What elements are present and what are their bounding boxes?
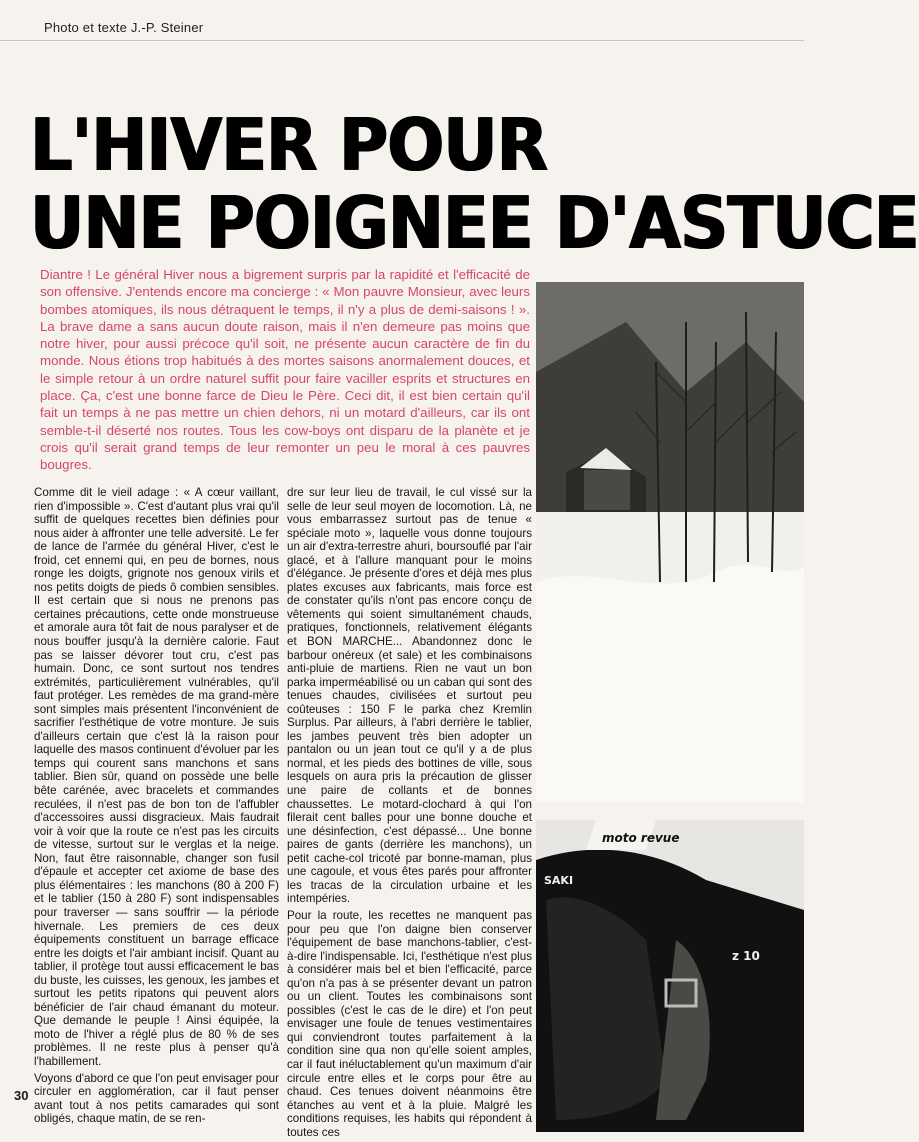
article-title (30, 103, 919, 265)
title-line-1: L'HIVER POUR (30, 103, 548, 187)
body-column-1 (34, 486, 279, 1129)
body-column-2 (287, 486, 532, 1142)
z10-label: z 10 (732, 949, 760, 963)
body-paragraph: dre sur leur lieu de travail, le cul vissé sur la selle de leur seul moyen de locomotion. Là, ne vous embarrassez surtout pas de tenue « spéciale moto », laquelle vous donne toujours un air d'extra-terrestre ahuri, boursouflé par l'air glacé, et à l'allure manquant pour le moins d'élégance. Je présente d'ores et déjà mes plus plates excuses aux fabricants, mais force est de constater qu'ils n'ont pas encore conçu de vêtements qui soient simultanément chauds, pratiques, fonctionnels, relativement élégants et BON MARCHE... Abandonnez donc le barbour onéreux (et sale) et les combinaisons anti-pluie de martiens. Rien ne vaut un bon parka imperméabilisé ou un caban qui sont des tenues chaudes, civilisées et surtout peu coûteuses : 150 F le parka chez Kremlin Surplus. Par ailleurs, à l'abri derrière le tablier, les jambes peuvent très bien adopter un pantalon ou un jean tout ce qu'il y a de plus normal, et les pieds des bottines de ville, sous lesquels on aura pris la précaution de glisser une paire de collants et de bonnes chaussettes. Le motard-clochard à qui l'on filerait cent balles pour une bonne douche et une désinfection, c'est dépassé... Une bonne paires de gants (derrière les manchons), un petit cache-col tricoté par bonne-maman, plus une cagoule, et vous êtes parés pour affronter les tracas de la circulation urbaine et les intempéries. (287, 486, 532, 906)
header-rule (0, 40, 804, 41)
snow-landscape-illustration (536, 282, 804, 802)
body-paragraph: Voyons d'abord ce que l'on peut envisager pour circuler en agglomération, car il faut penser avant tout à nos petits camarades qui sont obligés, chaque matin, de se ren- (34, 1071, 279, 1126)
saki-label: SAKI (544, 874, 574, 887)
title-line-2: UNE POIGNEE D'ASTUCE (30, 181, 919, 265)
motorcycle-photo (536, 820, 804, 1132)
body-paragraph: Pour la route, les recettes ne manquent pas pour peu que l'on daigne bien conserver l'équipement de base manchons-tablier, c'est-à-dire l'indispensable. Ici, l'esthétique n'est plus à considérer mais bel et bien l'efficacité, parce qu'on n'a pas à se présenter devant un patron ou un client. Toutes les combinaisons sont possibles (c'est le cas de le dire) et l'on peut envisager une foule de tenues vestimentaires qui conviendront toutes parfaitement à la condition sine qua non qu'elle soient amples, car il faut inéluctablement qu'un maximum d'air circule entre elles et le corps pour être au chaud. Ces tenues doivent néanmoins être étanches au vent et à la pluie. Malgré les conditions requises, les habits qui répondent à toutes ces (287, 908, 532, 1139)
motorcycle-illustration (536, 820, 804, 1132)
lead-paragraph: Diantre ! Le général Hiver nous a bigrement surpris par la rapidité et l'efficacité de son offensive. J'entends encore ma concierge : « Mon pauvre Monsieur, avec leurs bombes atomiques, ils nous détraquent le temps, il n'y a plus de demi-saisons ! ». La brave dame a sans aucun doute raison, mais il n'en demeure pas moins que notre hiver, pour aussi précoce qu'il soit, ne présente aucun caractère de fin du monde. Nous étions trop habitués à des mortes saisons anormalement douces, et le simple retour à un ordre naturel suffit pour faire vaciller esprits et structures en place. Ça, c'est une bonne farce de Dieu le Père. Ceci dit, il est bien certain qu'il fait un temps à ne pas mettre un chien dehors, ni un motard d'ailleurs, car ils ont semble-t-il déserté nos routes. Tous les cow-boys ont disparu de la planète et je crois qu'il serait grand temps de leur remonter un peu le moral à ces pauvres bougres. (40, 267, 530, 473)
moto-revue-label: moto revue (602, 831, 680, 845)
body-paragraph: Comme dit le vieil adage : « A cœur vaillant, rien d'impossible ». C'est d'autant plus vrai qu'il suffit de quelques recettes bien définies pour nous aider à affronter une telle adversité. Le fer de lance de l'armée du général Hiver, c'est le froid, cet ennemi qui, en peu de bornes, nous ronge les doigts, grignote nos genoux virils et nos petits doigts de pieds ô combien sensibles. Il est certain que si nous ne prenons pas certaines précautions, cette onde monstrueuse et amorale aura tôt fait de nous paralyser et de nous bouffer jusqu'à la dernière calorie. Faut pas se laisser dévorer tout cru, c'est pas humain. Donc, ce sont surtout nos tendres extrémités, particulièrement vulnérables, qu'il faut protéger. Les remèdes de ma grand-mère sont simples mais présentent l'inconvénient de sacrifier l'esthétique de votre monture. Je suis d'ailleurs certain que c'est là la raison pour laquelle des masos continuent d'évoluer par les temps qui courent sans manchons et sans tablier. Bien sûr, quand on possède une belle bête carénée, avec bracelets et commandes reculées, il n'est pas de bon ton de l'affubler d'accessoires aussi disgracieux. Mais faudrait voir à voir que la route ce n'est pas les circuits de vitesse, surtout sur le verglas et la neige. Non, faut être raisonnable, changer son fusil d'épaule et accepter cet axiome de base des plus élémentaires : les manchons (80 à 200 F) et le tablier (150 à 280 F) sont indispensables pour traverser — sans souffrir — la période hivernale. Les premiers de ces deux équipements constituent un barrage efficace entre les doigts et l'air ambiant incisif. Quant au tablier, il protège tout aussi efficacement le bas du buste, les cuisses, les genoux, les jambes et surtout les petits ripatons qui peuvent alors bénéficier de l'air chaud émanant du moteur. Que demande le peuple ! Ainsi équipée, la moto de l'hiver a réglé plus de 80 % de ses problèmes. Il ne reste plus à penser qu'à l'habillement. (34, 486, 279, 1068)
page-number: 30 (14, 1088, 29, 1103)
snow-landscape-photo (536, 282, 804, 802)
photo-credit: Photo et texte J.-P. Steiner (44, 20, 204, 35)
